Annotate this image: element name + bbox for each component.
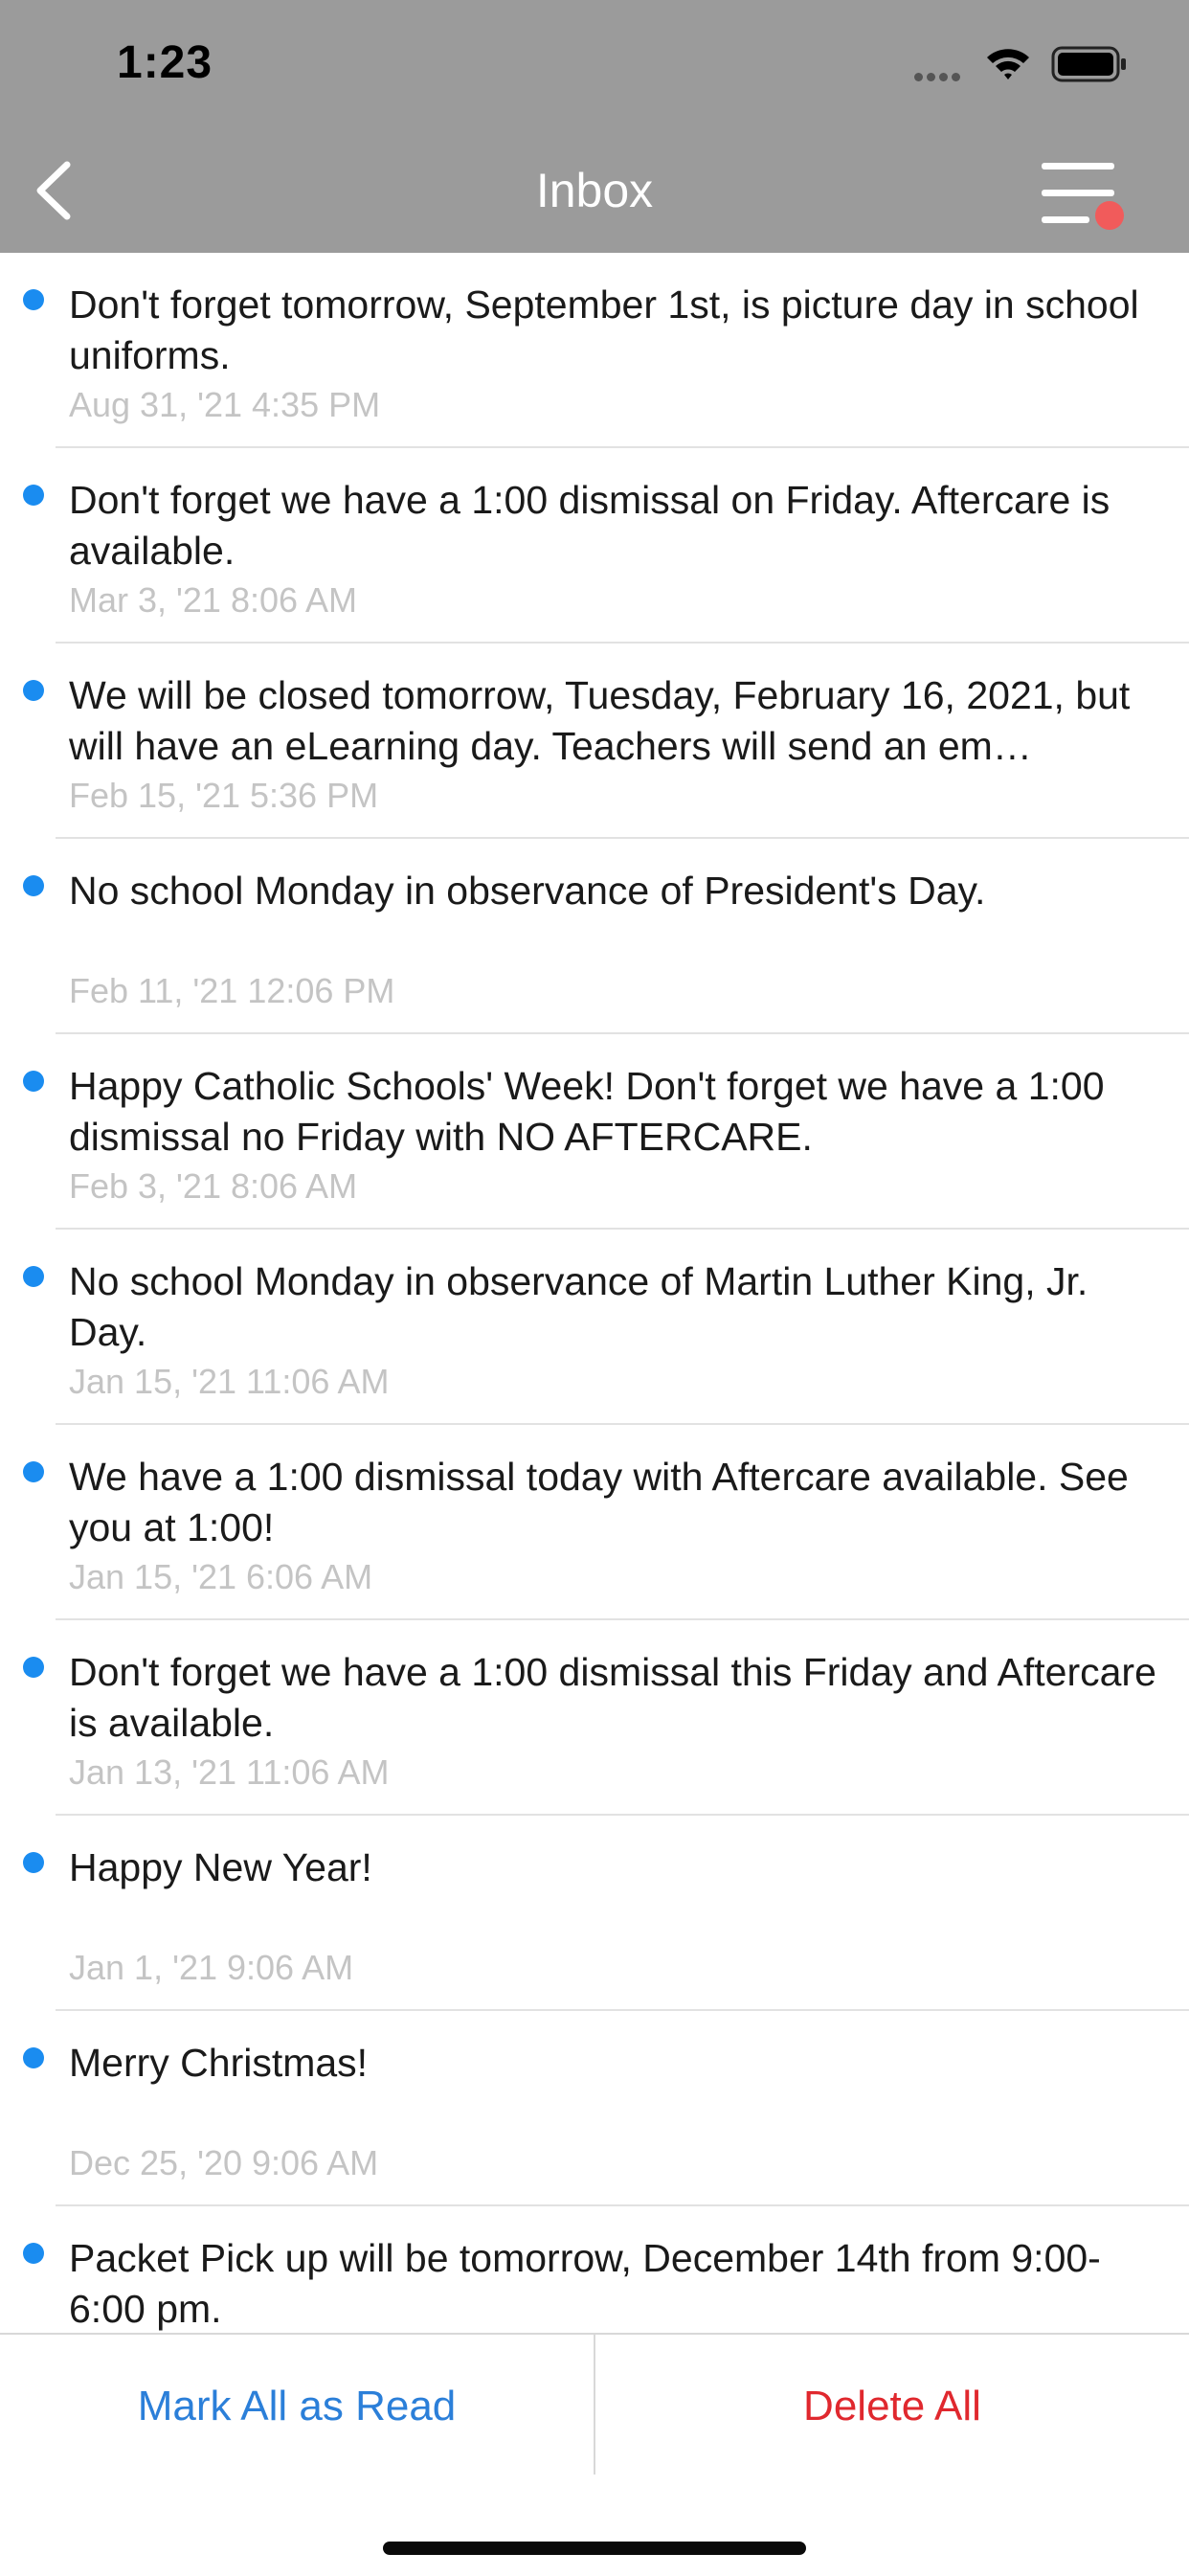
message-text: We will be closed tomorrow, Tuesday, February 16, 2021, but will have an eLearning day. Teachers will send an em… [69,673,1131,768]
unread-dot [23,875,44,896]
status-bar [0,0,1189,126]
message-date: Feb 11, '21 12:06 PM [69,971,395,1010]
message-date: Dec 25, '20 9:06 AM [69,2143,379,2182]
message-row[interactable] [0,253,1189,448]
message-date: Feb 3, '21 8:06 AM [69,1166,358,1206]
message-row[interactable] [0,839,1189,1034]
message-row[interactable] [0,1816,1189,2011]
unread-dot [23,1266,44,1287]
unread-dot [23,1071,44,1092]
message-row[interactable] [0,1034,1189,1230]
delete-all-button[interactable]: Delete All [803,2383,981,2429]
nav-bar [0,126,1189,253]
message-text: We have a 1:00 dismissal today with Aftercare available. See you at 1:00! [69,1455,1129,1549]
message-row[interactable] [0,448,1189,644]
message-text: Merry Christmas! [69,2041,369,2085]
unread-dot [23,1657,44,1678]
unread-dot [23,1852,44,1873]
bottom-action-bar [0,2333,1189,2576]
notification-badge [1095,201,1124,230]
message-text: Don't forget tomorrow, September 1st, is picture day in school uniforms. [69,282,1139,377]
mark-all-read-button[interactable]: Mark All as Read [137,2383,457,2429]
battery-icon [1051,46,1128,87]
unread-dot [23,2047,44,2068]
message-date: Jan 1, '21 9:06 AM [69,1948,354,1987]
hamburger-menu-icon-line [1042,216,1089,223]
message-row[interactable] [0,1230,1189,1425]
home-indicator[interactable] [383,2542,806,2555]
message-date: Feb 15, '21 5:36 PM [69,776,379,815]
hamburger-menu-icon [1042,163,1114,169]
message-date: Jan 15, '21 6:06 AM [69,1557,373,1596]
unread-dot [23,1461,44,1482]
message-text: Happy Catholic Schools' Week! Don't forget we have a 1:00 dismissal no Friday with NO AFTERCARE. [69,1064,1105,1159]
message-text: No school Monday in observance of Martin Luther King, Jr. Day. [69,1259,1088,1354]
status-time: 1:23 [117,37,213,88]
message-list[interactable] [0,253,1189,2333]
message-row[interactable] [0,644,1189,839]
message-date: Jan 15, '21 11:06 AM [69,1362,390,1401]
message-text: No school Monday in observance of President's Day. [69,869,986,913]
hamburger-menu-icon-line [1042,190,1114,196]
unread-dot [23,289,44,310]
message-row[interactable] [0,1425,1189,1620]
message-row[interactable] [0,2206,1189,2333]
unread-dot [23,485,44,506]
page-title: Inbox [535,164,654,217]
message-row[interactable] [0,1620,1189,1816]
unread-dot [23,680,44,701]
unread-dot [23,2243,44,2264]
message-text: Don't forget we have a 1:00 dismissal this Friday and Aftercare is available. [69,1650,1156,1745]
wifi-icon [984,44,1032,87]
message-date: Jan 13, '21 11:06 AM [69,1752,390,1792]
message-row[interactable] [0,2011,1189,2206]
message-text: Packet Pick up will be tomorrow, December 14th from 9:00-6:00 pm. [69,2236,1101,2331]
menu-button[interactable] [1042,159,1128,236]
message-date: Aug 31, '21 4:35 PM [69,385,381,424]
cellular-signal-icon [914,69,964,86]
message-text: Happy New Year! [69,1845,372,1889]
message-text: Don't forget we have a 1:00 dismissal on Friday. Aftercare is available. [69,478,1110,573]
message-date: Mar 3, '21 8:06 AM [69,580,358,620]
